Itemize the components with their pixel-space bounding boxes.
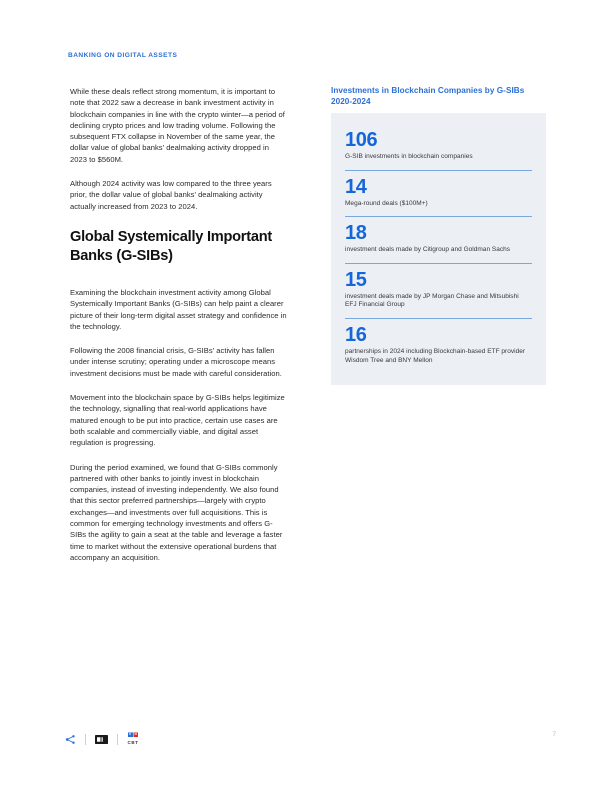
page-number: 7	[552, 731, 556, 738]
stat-item	[331, 318, 546, 373]
stat-value: 15	[345, 268, 367, 291]
stat-value: 106	[345, 129, 378, 151]
body-paragraph: Examining the blockchain investment activity among Global Systemically Important Banks (G-SIBs) can help paint a clearer picture of their long-term digital asset strategy and confidence in the technology.	[70, 287, 287, 331]
svg-text:CBT: CBT	[127, 740, 139, 745]
share-nodes-logo-cell	[56, 731, 85, 747]
stat-label: investment deals made by JP Morgan Chase and Mitsubishi EFJ Financial Group	[345, 292, 519, 309]
stats-panel	[331, 113, 546, 385]
stat-label: partnerships in 2024 including Blockchain-based ETF provider Wisdom Tree and BNY Mellon	[345, 347, 526, 364]
stat-item	[331, 123, 546, 170]
stat-label: investment deals made by Citigroup and Goldman Sachs	[345, 246, 511, 254]
stat-item	[331, 263, 546, 318]
running-header: BANKING ON DIGITAL ASSETS	[68, 52, 178, 59]
body-paragraph: Movement into the blockchain space by G-SIBs helps legitimize the technology, signalling that real-world applications have matured enough to be put into practice, certain use cases are both scalable and commercially viable, and digital asset regulation is progressing.	[70, 393, 285, 448]
main-text-column	[70, 86, 288, 576]
share-nodes-icon	[65, 734, 76, 745]
body-paragraph: Following the 2008 financial crisis, G-SIBs' activity has fallen under intense scrutiny; operating under a microscope means investment decisions must be made with careful consideration.	[70, 346, 282, 378]
sidebar-title: Investments in Blockchain Companies by G-SIBs 2020-2024	[331, 86, 525, 107]
body-paragraph: During the period examined, we found that G-SIBs commonly partnered with other banks to jointly invest in blockchain companies, instead of investing independently. We also found that this sector preferred partnerships—largely with crypto exchanges—and investments over full acquisitions. This is common for emerging technology investments and offers G-SIBs the agility to gain a seat at the table and leverage a faster time to market without the extensive operational burdens that accompany an acquisition.	[70, 462, 283, 562]
body-paragraph: Although 2024 activity was low compared to the three years prior, the dollar value of global banks' dealmaking activity actually increased from 2023 to 2024.	[70, 179, 272, 211]
stat-label: G-SIB investments in blockchain companies	[345, 153, 473, 160]
stat-label: Mega-round deals ($100M+)	[345, 199, 428, 207]
section-heading: Global Systemically Important Banks (G-SIBs)	[70, 228, 272, 265]
dark-rectangle-icon	[95, 735, 108, 744]
footer-logo-group	[56, 728, 153, 750]
stat-value: 16	[345, 323, 367, 346]
dark-rectangle-logo-cell	[86, 731, 117, 747]
cbt-logo-cell	[118, 731, 153, 747]
body-paragraph: While these deals reflect strong momentum, it is important to note that 2022 saw a decrease in bank investment activity in blockchain companies in line with the crypto winter—a period of declining crypto prices and low trading volume. Following the subsequent FTX collapse in November of the same year, the dollar value of global banks' dealmaking activity dropped in 2023 to $560M.	[70, 87, 285, 164]
stat-value: 18	[345, 222, 367, 245]
stat-item	[331, 216, 546, 263]
page-footer	[0, 728, 612, 750]
stat-item	[331, 170, 546, 217]
stat-value: 14	[345, 175, 367, 198]
cbt-logo-icon	[127, 732, 144, 746]
